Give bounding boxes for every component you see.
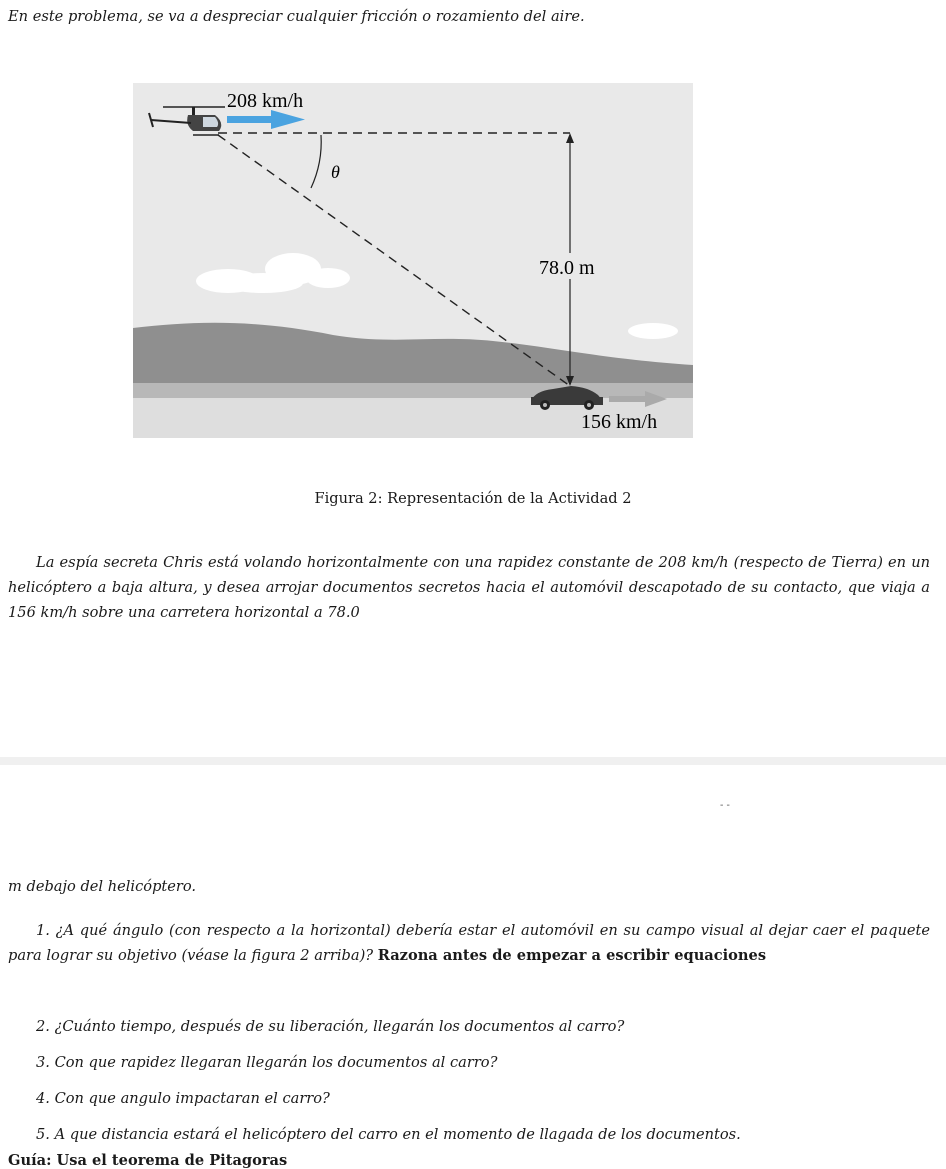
car-speed-label: 156 km/h [581, 411, 658, 433]
page-mark: - - [720, 800, 730, 811]
question-3: 3. Con que rapidez llegaran llegarán los documentos al carro? [36, 1054, 498, 1071]
figure-caption: Figura 2: Representación de la Actividad 2 [314, 490, 632, 507]
intro-text: En este problema, se va a despreciar cualquier fricción o rozamiento del aire. [8, 8, 585, 25]
problem-paragraph-continuation: m debajo del helicóptero. [8, 878, 197, 895]
question-4: 4. Con que angulo impactaran el carro? [36, 1090, 330, 1107]
question-5: 5. A que distancia estará el helicóptero del carro en el momento de llagada de los documentos. [36, 1126, 741, 1143]
page-separator [0, 757, 946, 765]
problem-paragraph: La espía secreta Chris está volando horizontalmente con una rapidez constante de 208 km/h (respecto de Tierra) en un helicóptero a baja altura, y desea arrojar documentos secretos hacia el automóvil descapotado de su contacto, que viaja a 156 km/h sobre una carretera horizontal a 78.0 [8, 554, 930, 621]
angle-label: θ [331, 162, 340, 182]
figure-diagram [133, 83, 693, 438]
height-label: 78.0 m [539, 257, 595, 279]
question-1-bold: Razona antes de empezar a escribir equaciones [377, 947, 767, 964]
heli-velocity-arrow [227, 116, 271, 123]
question-1-text: 1. ¿A qué ángulo (con respecto a la horizontal) debería estar el automóvil en su campo visual al dejar caer el paquete para lograr su objetivo (véase la figura 2 arriba)? [8, 922, 930, 964]
question-2: 2. ¿Cuánto tiempo, después de su liberación, llegarán los documentos al carro? [36, 1018, 625, 1035]
question-1 [8, 918, 930, 968]
hint-text: Guía: Usa el teorema de Pitagoras [8, 1152, 288, 1169]
heli-speed-label: 208 km/h [227, 90, 304, 112]
car-velocity-arrow [609, 396, 645, 402]
